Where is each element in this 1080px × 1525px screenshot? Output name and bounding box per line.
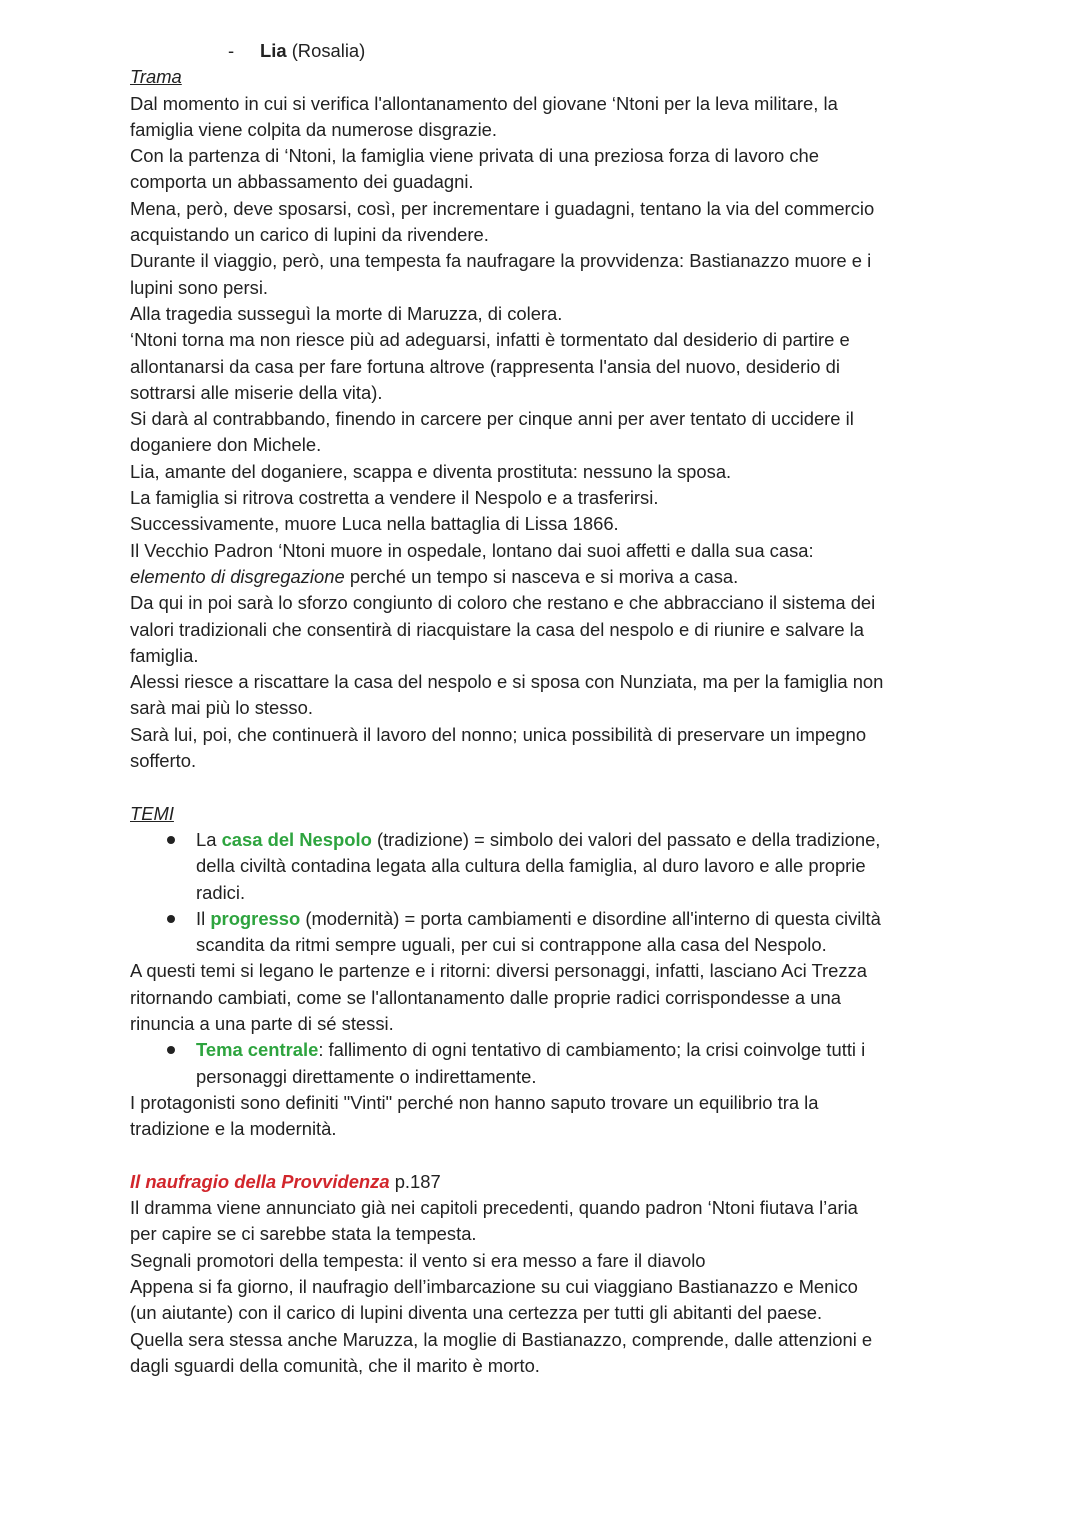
trama-heading: Trama — [130, 66, 182, 88]
trama-body — [130, 91, 960, 775]
temi-bullet-nespolo — [130, 827, 960, 906]
disgregazione-term: elemento di disgregazione — [130, 565, 345, 587]
bullet-dot-icon — [167, 915, 175, 923]
bullet-dot-icon — [167, 836, 175, 844]
trama-line: Da qui in poi sarà lo sforzo congiunto di coloro che restano e che abbracciano il sistema dei — [130, 592, 876, 614]
temi-line: rinuncia a una parte di sé stessi. — [130, 1012, 394, 1034]
trama-line: Mena, però, deve sposarsi, così, per incrementare i guadagni, tentano la via del commercio — [130, 197, 875, 219]
section-spacer — [130, 1142, 960, 1168]
trama-line: Con la partenza di ‘Ntoni, la famiglia viene privata di una preziosa forza di lavoro che — [130, 145, 820, 167]
character-item-lia — [0, 38, 960, 64]
bullet-line — [196, 1037, 960, 1063]
highlight-casa-nespolo: casa del Nespolo — [221, 828, 372, 850]
bullet-line: personaggi direttamente o indirettamente. — [196, 1065, 537, 1087]
trama-line: Successivamente, muore Luca nella battaglia di Lissa 1866. — [130, 513, 619, 535]
dash-marker: - — [228, 40, 235, 61]
trama-line: allontanarsi da casa per fare fortuna altrove (rappresenta l'ansia del nuovo, desiderio di — [130, 355, 840, 377]
bullet-dot-icon — [167, 1046, 175, 1054]
document-page — [130, 38, 960, 1379]
naufragio-page-ref: p.187 — [389, 1170, 441, 1192]
trama-line: valori tradizionali che consentirà di riacquistare la casa del nespolo e di riunire e salvare la — [130, 618, 864, 640]
naufragio-line: per capire se ci sarebbe stata la tempesta. — [130, 1223, 477, 1245]
trama-line-disgregazione — [130, 564, 960, 590]
character-alias: (Rosalia) — [286, 40, 366, 61]
naufragio-line: (un aiutante) con il carico di lupini diventa una certezza per tutti gli abitanti del paese. — [130, 1302, 823, 1324]
highlight-progresso: progresso — [210, 907, 301, 929]
section-spacer — [130, 774, 960, 800]
temi-bullet-tema-centrale — [130, 1037, 960, 1090]
temi-line: ritornando cambiati, come se l'allontanamento dalle proprie radici corrispondesse a una — [130, 986, 841, 1008]
disgregazione-rest: perché un tempo si nasceva e si moriva a casa. — [344, 565, 739, 587]
temi-paragraph — [130, 958, 960, 1037]
bullet-line: radici. — [196, 881, 246, 903]
temi-conclusion — [130, 1090, 960, 1143]
bullet-line: della civiltà contadina legata alla cultura della famiglia, al duro lavoro e alle proprie — [196, 855, 866, 877]
trama-line: ‘Ntoni torna ma non riesce più ad adeguarsi, infatti è tormentato dal desiderio di partire e — [130, 329, 850, 351]
bullet-post: (modernità) = porta cambiamenti e disordine all'interno di questa civiltà — [300, 907, 881, 929]
trama-line: comporta un abbassamento dei guadagni. — [130, 171, 474, 193]
trama-line: Alla tragedia susseguì la morte di Maruzza, di colera. — [130, 302, 563, 324]
naufragio-body — [130, 1195, 960, 1379]
temi-bullet-progresso — [130, 906, 960, 959]
character-name-line — [260, 38, 365, 64]
trama-line: sarà mai più lo stesso. — [130, 697, 313, 719]
temi-line: tradizione e la modernità. — [130, 1118, 337, 1140]
naufragio-line: Il dramma viene annunciato già nei capitoli precedenti, quando padron ‘Ntoni fiutava l’aria — [130, 1197, 858, 1219]
trama-line: La famiglia si ritrova costretta a vendere il Nespolo e a trasferirsi. — [130, 487, 659, 509]
naufragio-line: Segnali promotori della tempesta: il vento si era messo a fare il diavolo — [130, 1249, 706, 1271]
temi-line: I protagonisti sono definiti "Vinti" perché non hanno saputo trovare un equilibrio tra la — [130, 1091, 819, 1113]
naufragio-line: Appena si fa giorno, il naufragio dell’imbarcazione su cui viaggiano Bastianazzo e Menico — [130, 1275, 858, 1297]
highlight-tema-centrale: Tema centrale — [196, 1039, 319, 1061]
temi-heading: TEMI — [130, 802, 174, 824]
trama-line: Durante il viaggio, però, una tempesta fa naufragare la provvidenza: Bastianazzo muore e i — [130, 250, 872, 272]
naufragio-line: dagli sguardi della comunità, che il marito è morto. — [130, 1354, 540, 1376]
character-name: Lia — [260, 40, 287, 61]
trama-line: Sarà lui, poi, che continuerà il lavoro del nonno; unica possibilità di preservare un impegno — [130, 723, 867, 745]
trama-line: Il Vecchio Padron ‘Ntoni muore in ospedale, lontano dai suoi affetti e dalla sua casa: — [130, 539, 814, 561]
trama-line: famiglia. — [130, 644, 199, 666]
bullet-pre: Il — [196, 907, 211, 929]
bullet-pre: La — [196, 828, 222, 850]
naufragio-heading — [130, 1169, 960, 1195]
naufragio-line: Quella sera stessa anche Maruzza, la moglie di Bastianazzo, comprende, dalle attenzioni e — [130, 1328, 873, 1350]
bullet-post: (tradizione) = simbolo dei valori del passato e della tradizione, — [371, 828, 881, 850]
naufragio-title: Il naufragio della Provvidenza — [130, 1170, 390, 1192]
temi-line: A questi temi si legano le partenze e i ritorni: diversi personaggi, infatti, lasciano Aci Trezza — [130, 960, 868, 982]
trama-line: Si darà al contrabbando, finendo in carcere per cinque anni per aver tentato di uccidere il — [130, 408, 854, 430]
trama-line: acquistando un carico di lupini da rivendere. — [130, 224, 489, 246]
bullet-post: : fallimento di ogni tentativo di cambiamento; la crisi coinvolge tutti i — [318, 1039, 866, 1061]
bullet-line — [196, 827, 960, 853]
trama-line: Alessi riesce a riscattare la casa del nespolo e si sposa con Nunziata, ma per la famiglia non — [130, 671, 884, 693]
trama-line: Dal momento in cui si verifica l'allontanamento del giovane ‘Ntoni per la leva militare, la — [130, 92, 838, 114]
bullet-line: scandita da ritmi sempre uguali, per cui si contrappone alla casa del Nespolo. — [196, 934, 827, 956]
trama-line: sottrarsi alle miserie della vita). — [130, 381, 383, 403]
trama-line: lupini sono persi. — [130, 276, 269, 298]
trama-line: doganiere don Michele. — [130, 434, 322, 456]
bullet-line — [196, 906, 960, 932]
trama-line: sofferto. — [130, 750, 197, 772]
trama-line: famiglia viene colpita da numerose disgrazie. — [130, 118, 497, 140]
trama-line: Lia, amante del doganiere, scappa e diventa prostituta: nessuno la sposa. — [130, 460, 732, 482]
